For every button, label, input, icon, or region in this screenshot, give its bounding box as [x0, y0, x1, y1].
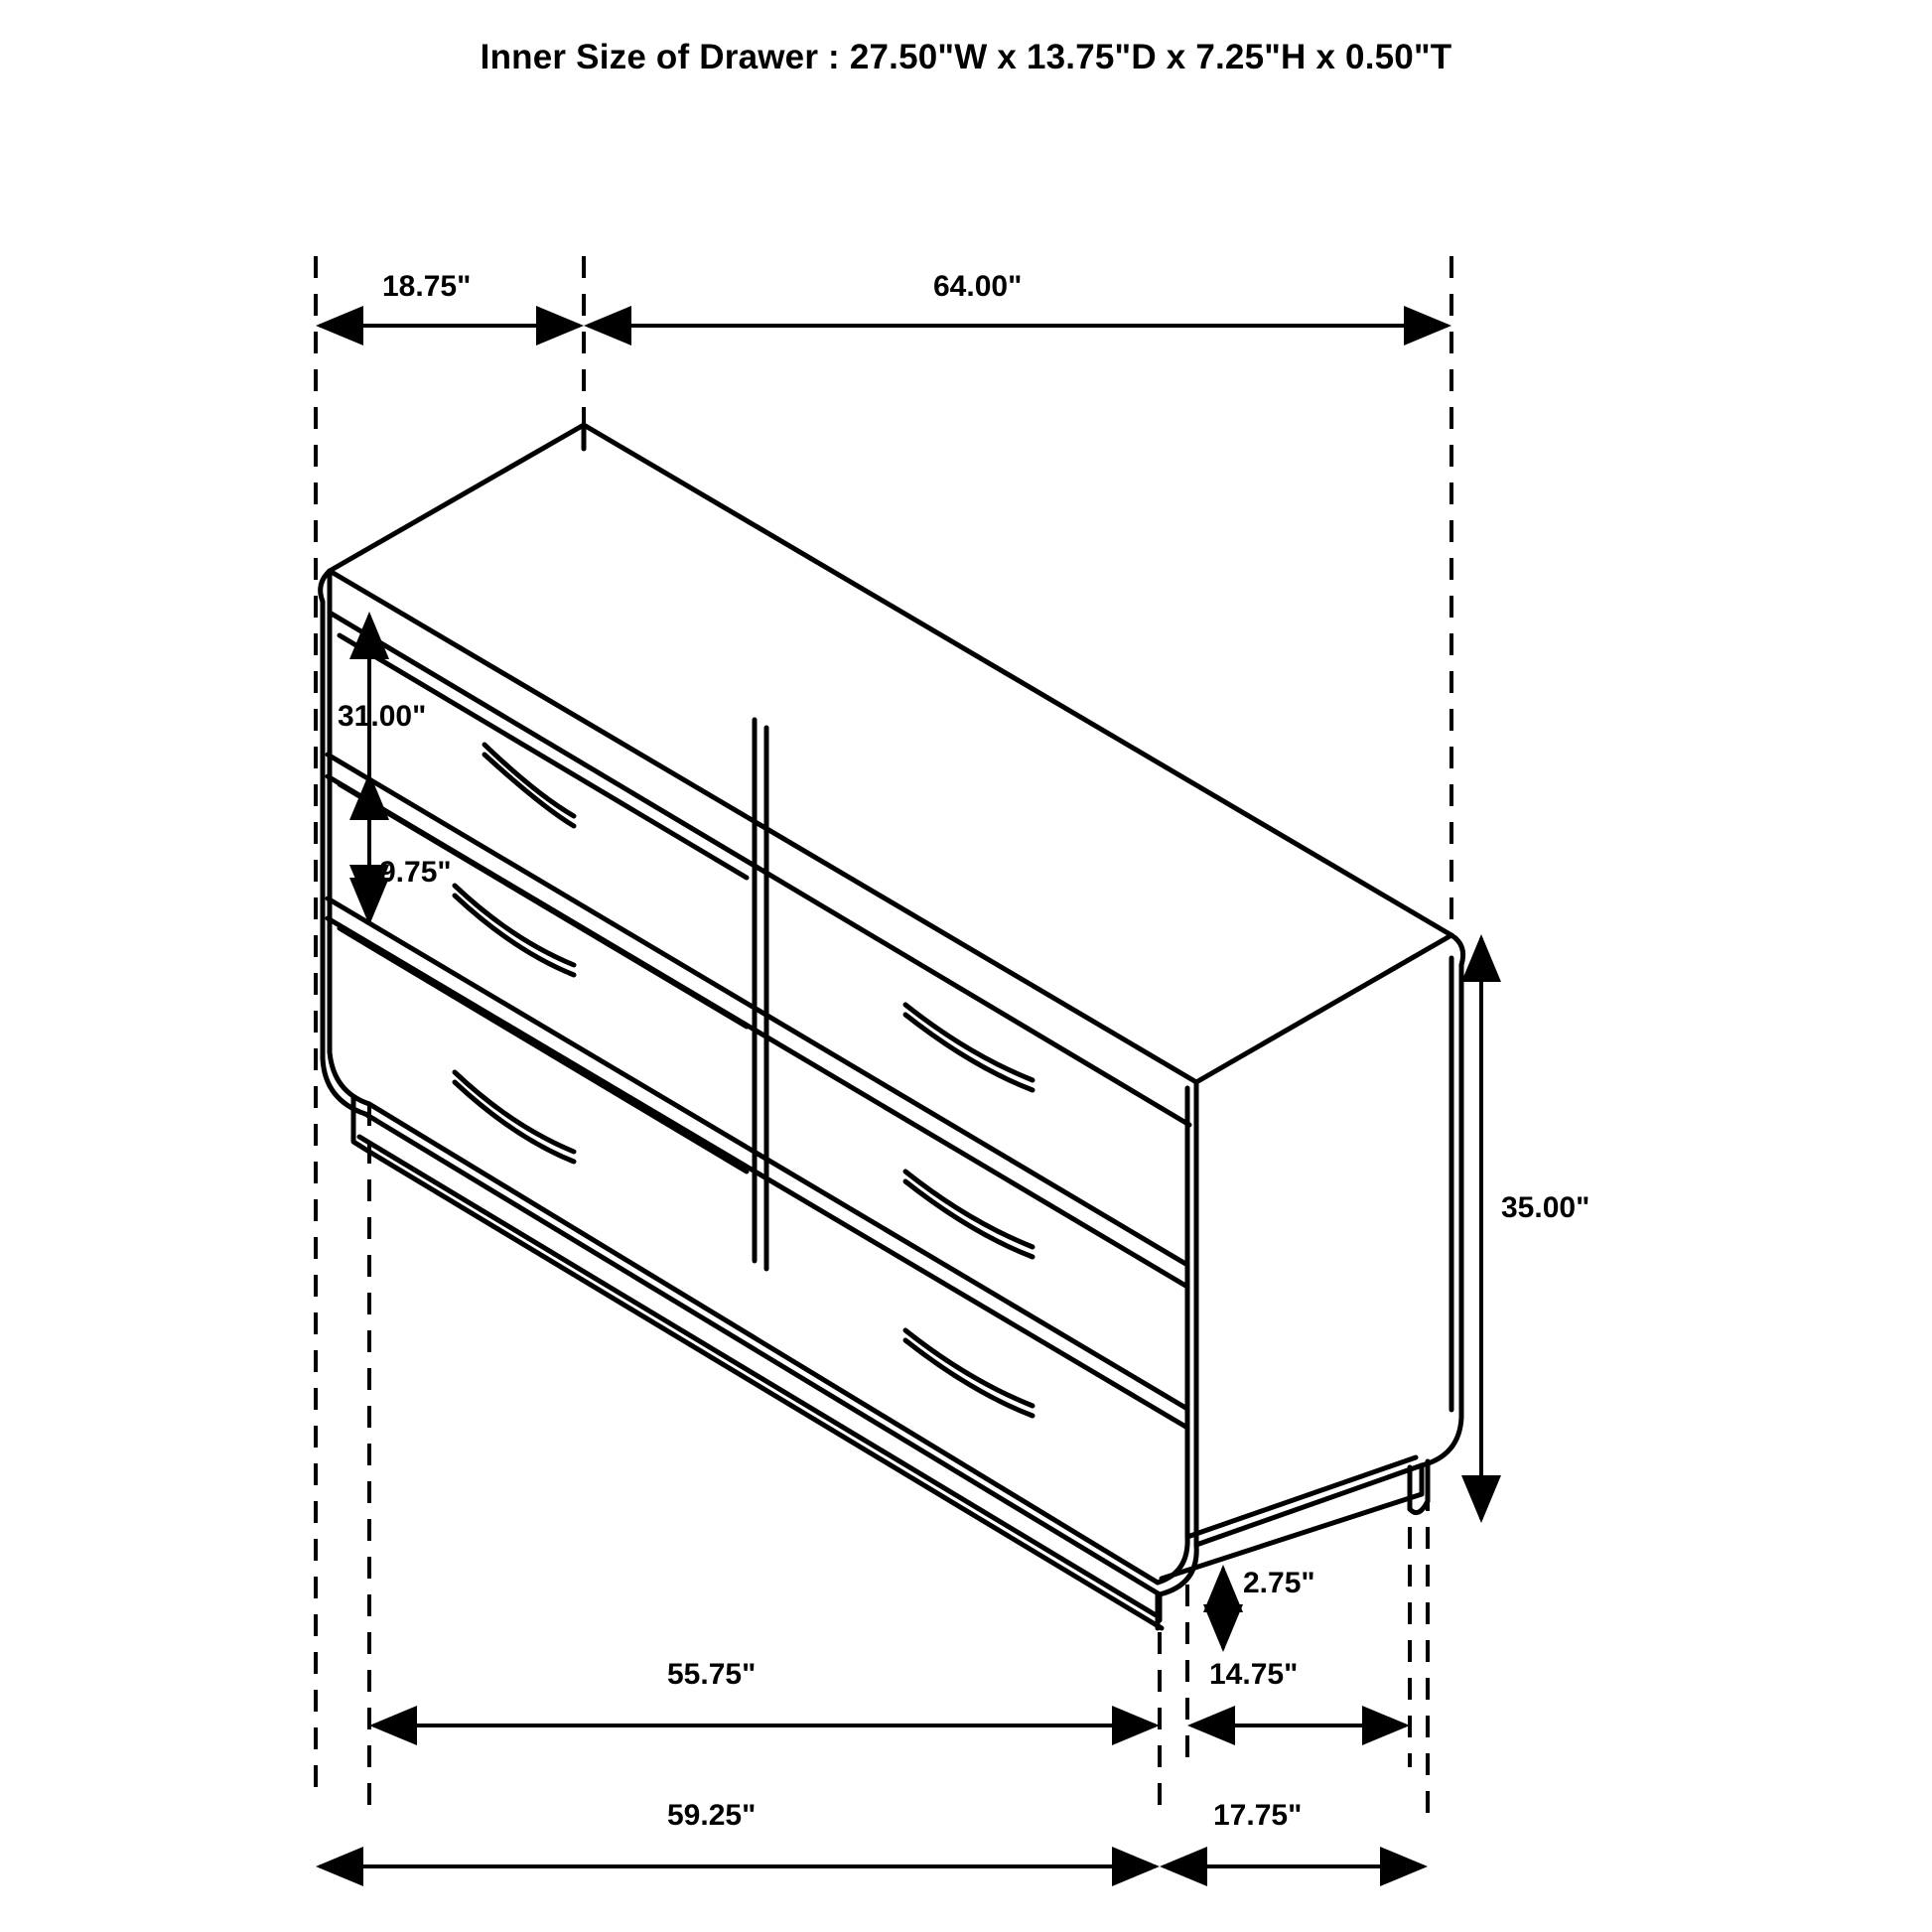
dim-label-overall-height: 35.00" [1501, 1191, 1590, 1224]
dresser-body [321, 425, 1463, 1628]
dim-label-top-depth: 18.75" [382, 270, 472, 303]
dim-label-side-base-depth: 14.75" [1209, 1658, 1299, 1691]
dim-label-side-outer-depth: 17.75" [1213, 1799, 1303, 1832]
dim-label-top-width: 64.00" [933, 270, 1023, 303]
dim-label-front-base-width: 55.75" [667, 1658, 757, 1691]
dim-label-drawer-face-height: 9.75" [379, 856, 452, 889]
page-title: Inner Size of Drawer : 27.50"W x 13.75"D x 7.25"H x 0.50"T [480, 38, 1452, 76]
dim-label-front-panel-height: 31.00" [338, 700, 427, 733]
dim-label-leg-height: 2.75" [1243, 1567, 1315, 1599]
dim-label-front-outer-width: 59.25" [667, 1799, 757, 1832]
